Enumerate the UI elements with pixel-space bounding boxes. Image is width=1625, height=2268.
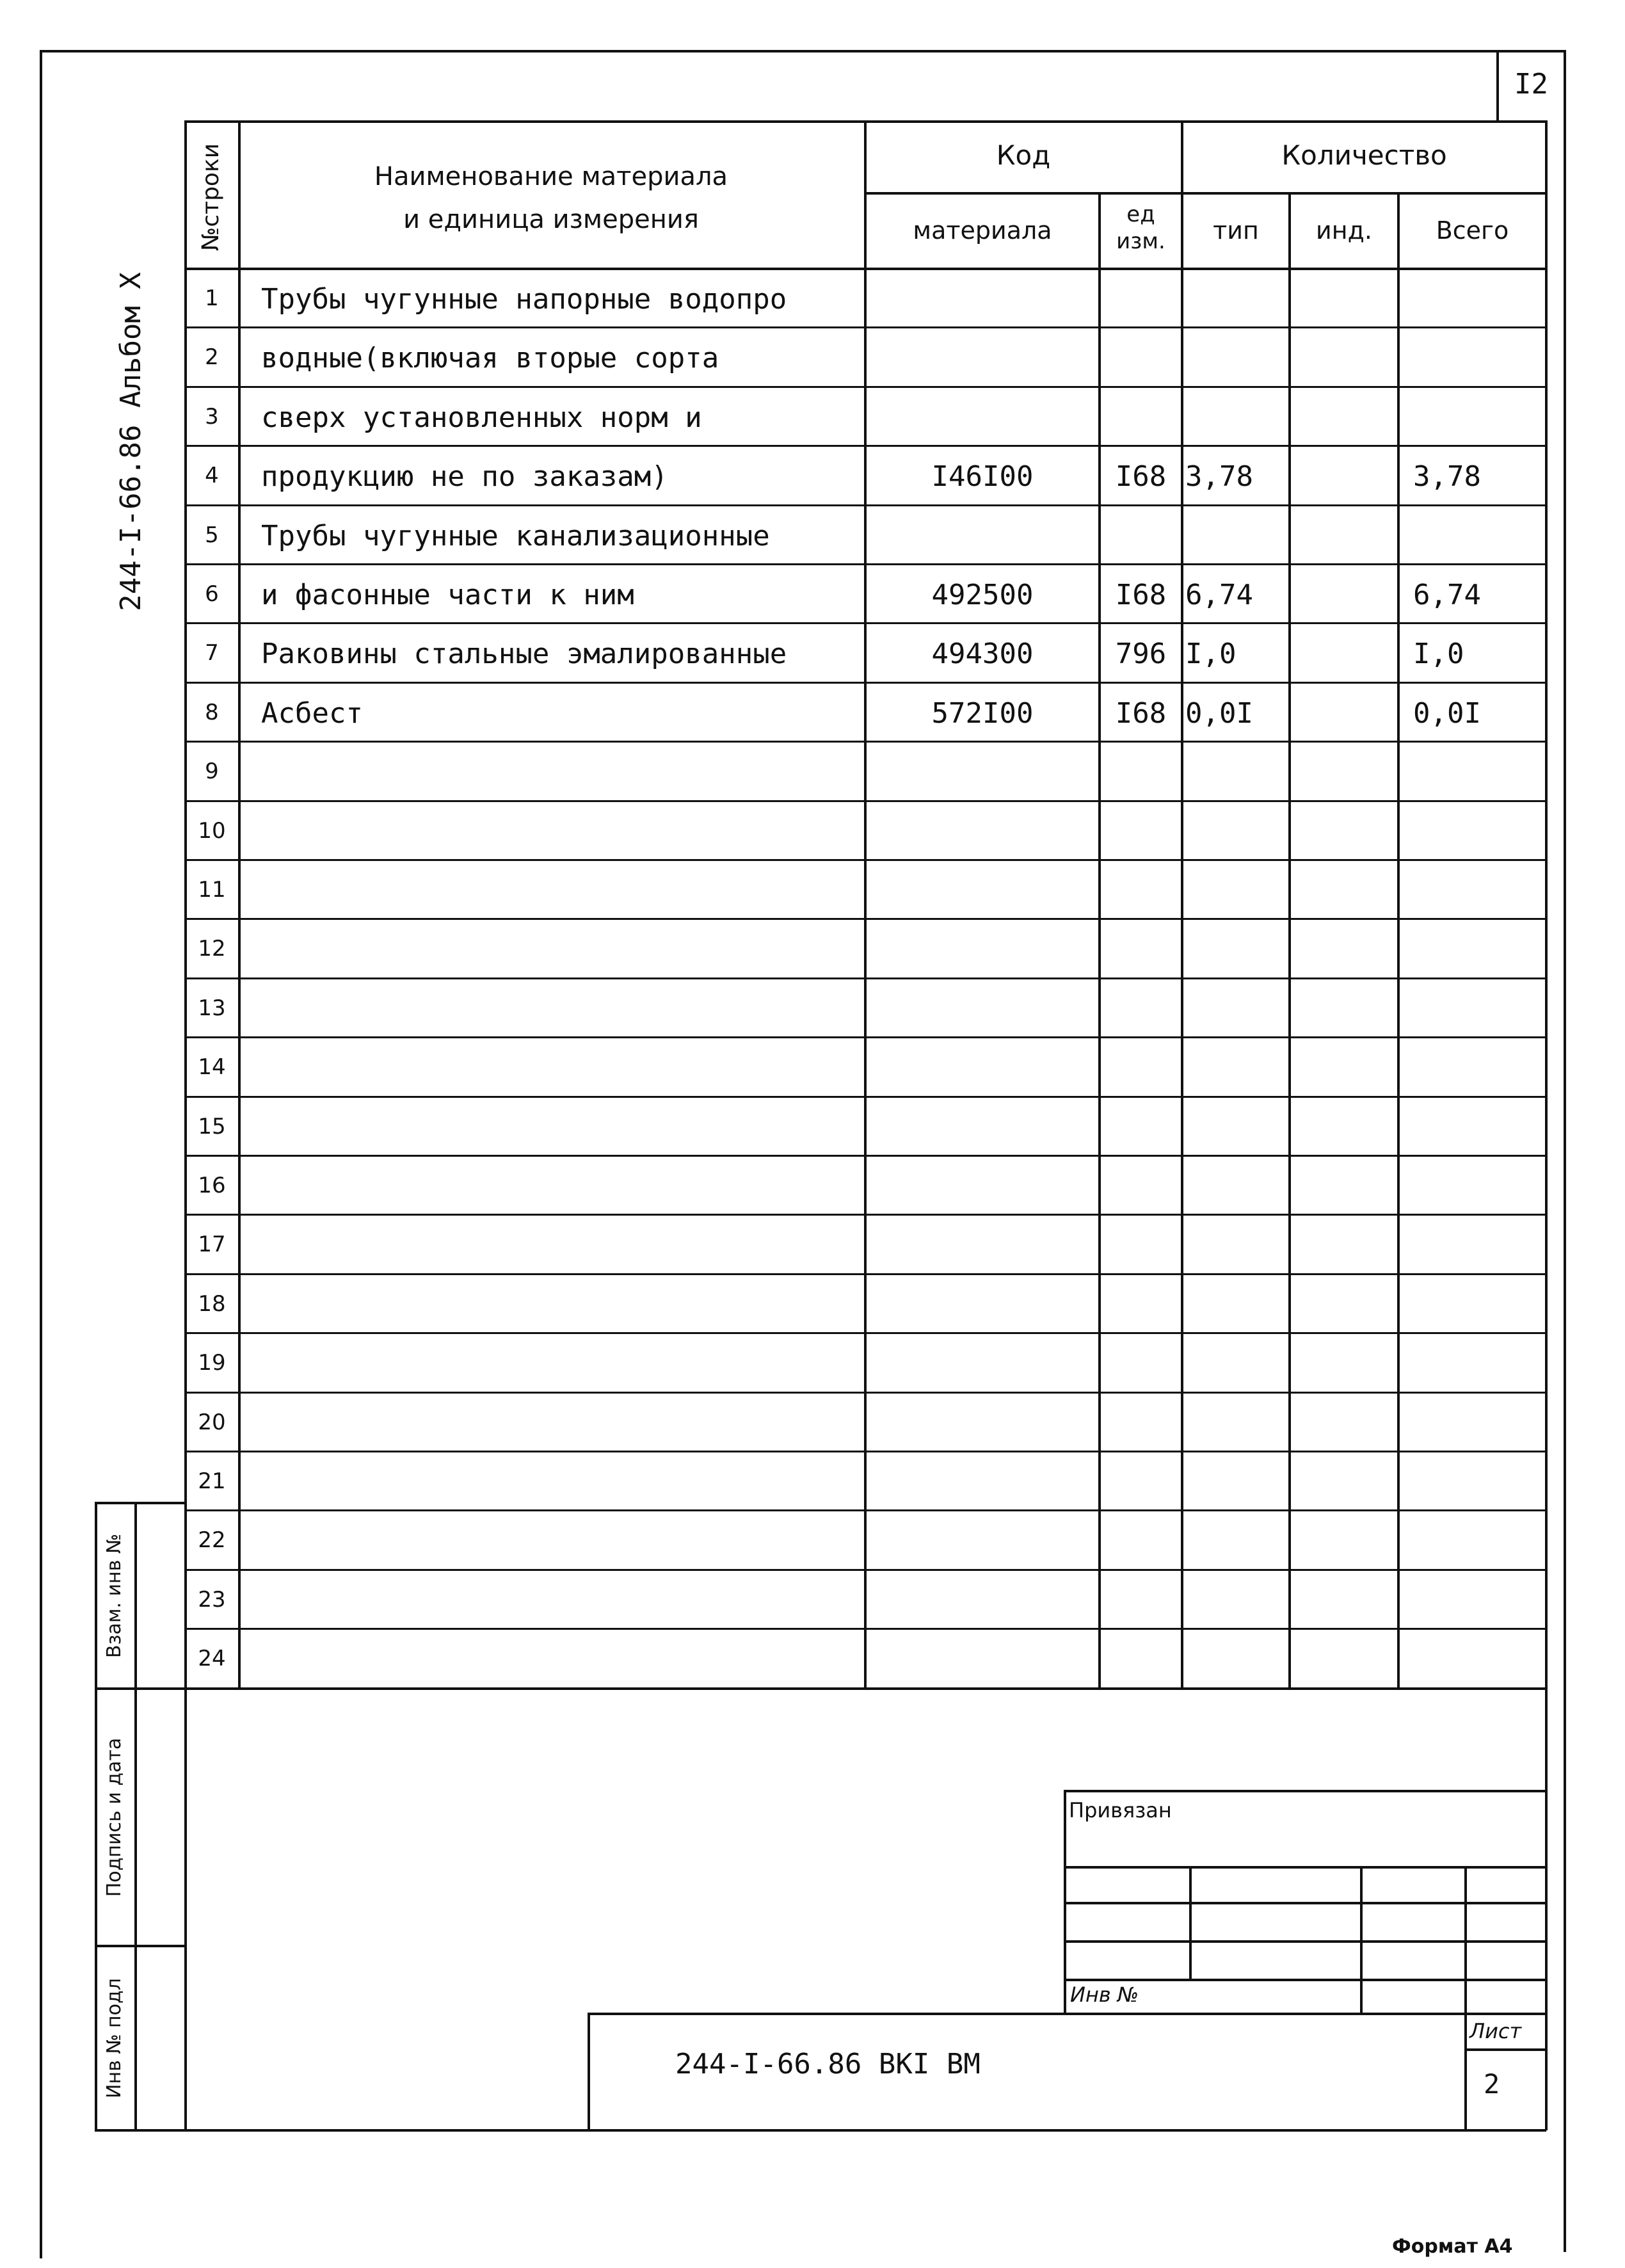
row-number: 12 bbox=[198, 936, 226, 961]
stamp-doc-code: 244-I-66.86 ВКI ВМ bbox=[675, 2048, 981, 2080]
header-qty-ind: инд. bbox=[1316, 216, 1372, 245]
header-qty-total: Всего bbox=[1436, 216, 1509, 245]
row-number: 11 bbox=[198, 877, 226, 903]
row-number: 18 bbox=[198, 1291, 226, 1317]
header-row-no: №строки bbox=[198, 143, 224, 252]
row-line bbox=[184, 1214, 1546, 1216]
stamp-col-line2 bbox=[1360, 1866, 1363, 2014]
header-bottom-line bbox=[184, 268, 1546, 270]
row-number: 16 bbox=[198, 1173, 226, 1198]
row-qty-total: 3,78 bbox=[1413, 460, 1481, 493]
row-number: 2 bbox=[205, 344, 219, 370]
side-stamp-inv-podl: Инв № подл bbox=[103, 1978, 125, 2098]
row-code: 572I00 bbox=[931, 697, 1034, 730]
row-name: Трубы чугунные канализационные bbox=[261, 520, 770, 552]
side-stamp-podpis-data: Подпись и дата bbox=[103, 1737, 125, 1897]
row-number: 17 bbox=[198, 1232, 226, 1257]
row-number: 20 bbox=[198, 1410, 226, 1435]
row-number: 14 bbox=[198, 1054, 226, 1080]
row-line bbox=[184, 918, 1546, 920]
row-line bbox=[184, 1628, 1546, 1630]
row-line bbox=[184, 622, 1546, 624]
side-stamp-div1 bbox=[95, 1687, 186, 1690]
row-line bbox=[184, 563, 1546, 565]
side-stamp-div2 bbox=[95, 1945, 186, 1947]
row-number: 7 bbox=[205, 640, 219, 666]
row-line bbox=[184, 859, 1546, 861]
row-qty-total: 0,0I bbox=[1413, 697, 1481, 730]
header-unit-line2: изм. bbox=[1116, 229, 1165, 254]
frame-right-line bbox=[1564, 50, 1566, 2252]
row-number: 9 bbox=[205, 759, 219, 784]
stamp-sheet-label: Лист bbox=[1469, 2019, 1522, 2043]
side-stamp-mid bbox=[134, 1502, 137, 2132]
row-code: 494300 bbox=[931, 638, 1034, 670]
row-unit: I68 bbox=[1115, 579, 1167, 611]
page-number: I2 bbox=[1514, 68, 1548, 101]
row-name: водные(включая вторые сорта bbox=[261, 342, 719, 374]
row-number: 23 bbox=[198, 1587, 226, 1613]
row-number: 21 bbox=[198, 1468, 226, 1494]
row-name: продукцию не по заказам) bbox=[261, 460, 668, 493]
header-name-line2: и единица измерения bbox=[403, 205, 699, 234]
row-line bbox=[184, 1155, 1546, 1157]
stamp-row-line4 bbox=[1064, 1979, 1546, 1981]
page-number-box-left bbox=[1496, 50, 1499, 122]
row-number: 15 bbox=[198, 1114, 226, 1139]
col-sep-name bbox=[864, 120, 867, 1689]
row-line bbox=[184, 445, 1546, 447]
row-number: 24 bbox=[198, 1646, 226, 1671]
row-number: 4 bbox=[205, 463, 219, 488]
row-qty-total: I,0 bbox=[1413, 638, 1464, 670]
row-unit: I68 bbox=[1115, 697, 1167, 730]
col-sep-ind bbox=[1397, 192, 1400, 1689]
row-name: и фасонные части к ним bbox=[261, 579, 634, 611]
table-right-line bbox=[1545, 120, 1548, 2130]
side-stamp-left bbox=[95, 1502, 97, 2132]
row-number: 1 bbox=[205, 286, 219, 311]
stamp-col-line3 bbox=[1464, 1866, 1467, 2130]
row-line bbox=[184, 386, 1546, 388]
row-number: 8 bbox=[205, 700, 219, 725]
row-number: 3 bbox=[205, 404, 219, 430]
header-code: Код bbox=[996, 140, 1051, 171]
header-mid-line bbox=[864, 192, 1546, 195]
stamp-row-line2 bbox=[1064, 1902, 1546, 1904]
row-line bbox=[184, 682, 1546, 684]
row-number: 22 bbox=[198, 1527, 226, 1553]
row-number: 5 bbox=[205, 522, 219, 548]
side-stamp-vzam-inv: Взам. инв № bbox=[103, 1533, 125, 1659]
stamp-inv-no: Инв № bbox=[1070, 1982, 1139, 2007]
stamp-top-line bbox=[1064, 1790, 1546, 1792]
frame-top-line bbox=[40, 50, 1566, 52]
row-name: Раковины стальные эмалированные bbox=[261, 638, 787, 670]
row-line bbox=[184, 1451, 1546, 1452]
col-sep-type bbox=[1288, 192, 1291, 1689]
row-code: 492500 bbox=[931, 579, 1034, 611]
stamp-col-line1 bbox=[1189, 1866, 1192, 1979]
frame-left-line bbox=[40, 50, 42, 2258]
row-name: Трубы чугунные напорные водопро bbox=[261, 283, 787, 316]
side-title: 244-I-66.86 Альбом X bbox=[115, 272, 147, 611]
row-line bbox=[184, 1569, 1546, 1571]
row-line bbox=[184, 1036, 1546, 1038]
header-name-line1: Наименование материала bbox=[374, 162, 728, 191]
header-quantity: Количество bbox=[1281, 140, 1447, 171]
frame-bottom-line bbox=[96, 2129, 1546, 2132]
row-line bbox=[184, 1096, 1546, 1098]
header-code-material: материала bbox=[913, 216, 1052, 245]
row-line bbox=[184, 326, 1546, 328]
row-unit: 796 bbox=[1115, 638, 1167, 670]
stamp-row-line3 bbox=[1064, 1940, 1546, 1943]
row-qty-type: I,0 bbox=[1185, 638, 1237, 670]
row-name: сверх установленных норм и bbox=[261, 401, 702, 434]
row-code: I46I00 bbox=[931, 460, 1034, 493]
format-label: Формат А4 bbox=[1392, 2235, 1513, 2258]
row-qty-type: 3,78 bbox=[1185, 460, 1253, 493]
row-qty-type: 6,74 bbox=[1185, 579, 1253, 611]
row-line bbox=[184, 977, 1546, 979]
stamp-row-line1 bbox=[1064, 1866, 1546, 1869]
side-stamp-top bbox=[95, 1502, 186, 1504]
row-number: 6 bbox=[205, 581, 219, 607]
row-line bbox=[184, 1509, 1546, 1511]
row-number: 13 bbox=[198, 995, 226, 1021]
row-line bbox=[184, 1332, 1546, 1334]
col-sep-unit bbox=[1181, 120, 1183, 1689]
row-number: 19 bbox=[198, 1350, 226, 1376]
stamp-sheet-line bbox=[1464, 2048, 1546, 2051]
row-line bbox=[184, 741, 1546, 743]
row-number: 10 bbox=[198, 818, 226, 844]
header-qty-type: тип bbox=[1213, 216, 1259, 245]
col-sep-code bbox=[1098, 192, 1101, 1689]
stamp-main-top bbox=[588, 2013, 1546, 2015]
stamp-sheet-no: 2 bbox=[1484, 2068, 1500, 2100]
row-line bbox=[184, 504, 1546, 506]
header-unit-line1: ед bbox=[1126, 202, 1155, 227]
row-unit: I68 bbox=[1115, 460, 1167, 493]
row-line bbox=[184, 1392, 1546, 1394]
stamp-main-left bbox=[588, 2013, 590, 2130]
row-line bbox=[184, 800, 1546, 802]
row-qty-type: 0,0I bbox=[1185, 697, 1253, 730]
stamp-privyazan: Привязан bbox=[1069, 1798, 1172, 1822]
table-end-line bbox=[184, 1687, 1546, 1690]
row-line bbox=[184, 1273, 1546, 1275]
row-qty-total: 6,74 bbox=[1413, 579, 1481, 611]
row-name: Асбест bbox=[261, 697, 363, 730]
